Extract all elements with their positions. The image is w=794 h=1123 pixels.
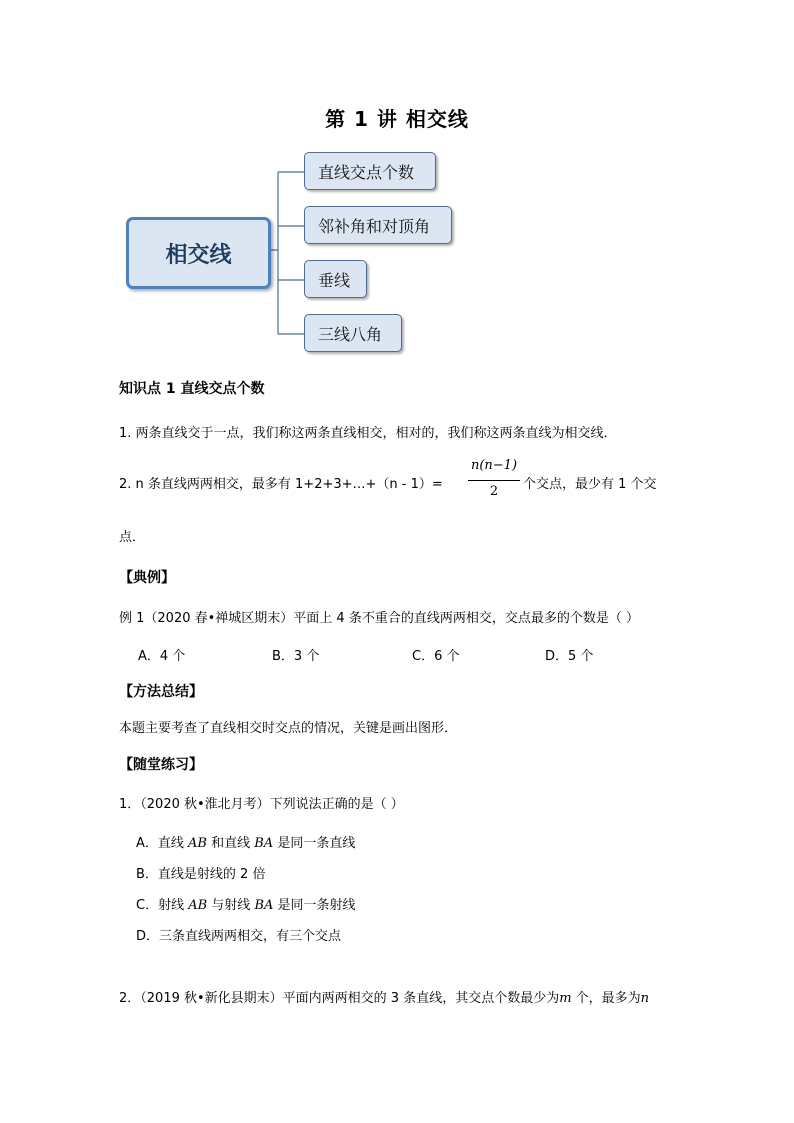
mindmap-node-angles: 邻补角和对顶角	[304, 206, 452, 244]
method-heading: 【方法总结】	[119, 684, 203, 700]
practice-q1-option-d	[136, 925, 341, 944]
option-c: C．6 个	[412, 649, 460, 664]
method-text: 本题主要考查了直线相交时交点的情况，关键是画出图形．	[119, 721, 458, 736]
option-text: C．射线	[136, 898, 189, 913]
option-text: 是同一条直线	[273, 836, 356, 851]
option-d: D．5 个	[545, 649, 594, 664]
knowledge-point-2-continued: 点．	[119, 530, 146, 545]
page-title: 第 1 讲 相交线	[325, 107, 469, 131]
question-text: 个，最多为	[571, 991, 641, 1006]
example-question: 例 1（2020 春•禅城区期末）平面上 4 条不重合的直线两两相交，交点最多的个数是（ ）	[119, 611, 639, 626]
practice-q1-option-b	[136, 863, 265, 882]
variable-m: m	[559, 991, 572, 1006]
fraction-denominator: 2	[489, 484, 499, 499]
knowledge-point-1: 1. 两条直线交于一点，我们称这两条直线相交，相对的，我们称这两条直线为相交线．	[119, 426, 617, 441]
option-a: A．4 个	[138, 649, 186, 664]
option-text: 与射线	[207, 898, 255, 913]
fraction-bar	[468, 480, 520, 481]
option-text: 和直线	[206, 836, 255, 851]
knowledge-point-2-tail: 个交点，最少有 1 个交	[523, 477, 657, 492]
mindmap-node-three-lines: 三线八角	[304, 314, 402, 352]
practice-q1-option-c	[136, 894, 356, 913]
variable-n: n	[640, 991, 650, 1006]
practice-heading: 【随堂练习】	[119, 757, 203, 773]
variable: BA	[254, 836, 274, 851]
variable: BA	[254, 898, 274, 913]
practice-q2	[119, 987, 649, 1006]
mindmap-node-perpendicular: 垂线	[304, 260, 367, 298]
practice-q1-stem: 1．（2020 秋•淮北月考）下列说法正确的是（ ）	[119, 797, 404, 812]
mindmap-node-intersection-count: 直线交点个数	[304, 152, 436, 190]
fraction-numerator: n(n−1)	[470, 458, 518, 473]
mindmap-central-node: 相交线	[126, 217, 271, 289]
option-text: B．直线是射线的 2 倍	[136, 867, 266, 882]
example-heading: 【典例】	[119, 570, 175, 586]
option-text: D．三条直线两两相交，有三个交点	[136, 929, 342, 944]
section-heading: 知识点 1 直线交点个数	[119, 381, 265, 397]
variable: AB	[188, 898, 208, 913]
option-text: A．直线	[136, 836, 189, 851]
option-b: B．3 个	[272, 649, 320, 664]
question-text: 2．（2019 秋•新化县期末）平面内两两相交的 3 条直线，其交点个数最少为	[119, 991, 560, 1006]
knowledge-point-2: 2. n 条直线两两相交，最多有 1+2+3+…+（n - 1）=	[119, 477, 443, 492]
practice-q1-option-a	[136, 832, 355, 851]
formula-fraction	[466, 458, 522, 506]
variable: AB	[188, 836, 207, 851]
option-text: 是同一条射线	[273, 898, 356, 913]
